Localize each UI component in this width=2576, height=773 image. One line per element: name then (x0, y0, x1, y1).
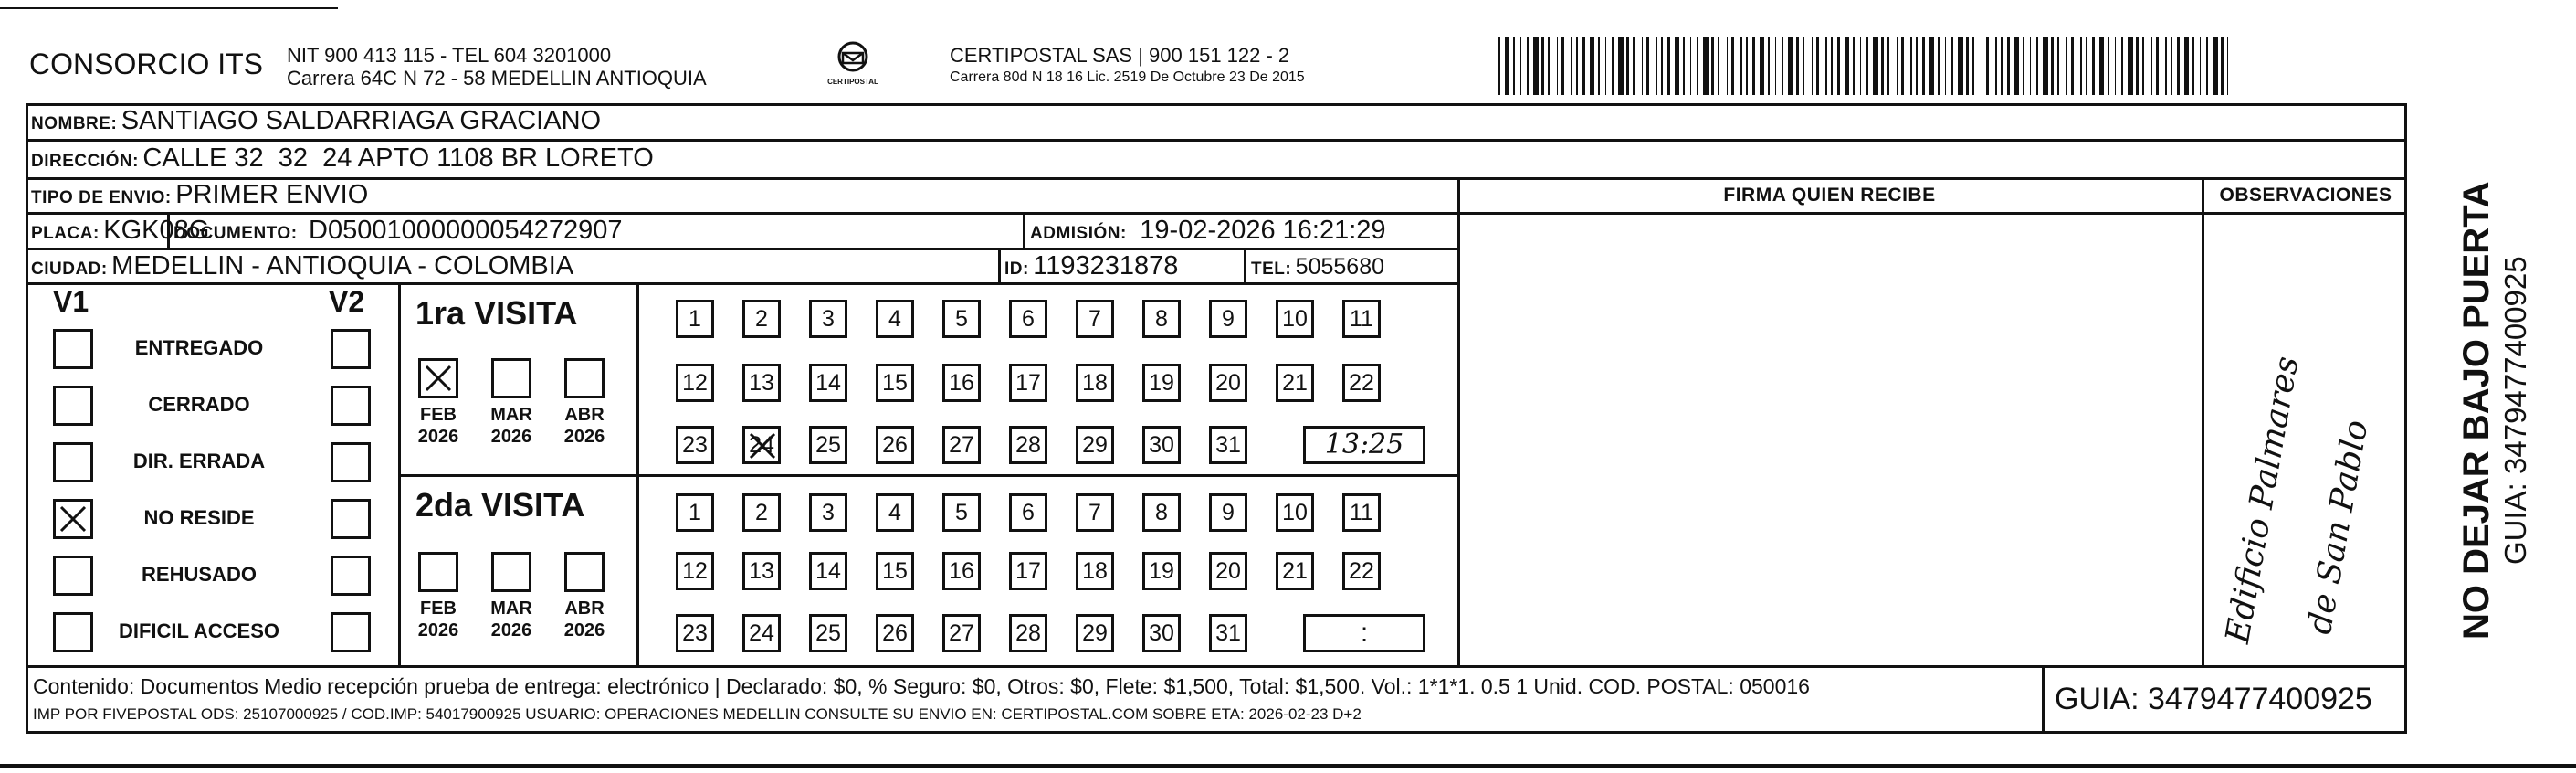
id-value: 1193231878 (1033, 251, 1179, 281)
col-divider (2042, 665, 2045, 734)
day-box[interactable]: 23 (676, 426, 714, 464)
month-name: ABR (564, 405, 605, 425)
status-option-label: NO RESIDE (143, 506, 255, 529)
month-checkbox[interactable] (491, 552, 531, 592)
month-label (411, 404, 466, 448)
firma-header-line (1457, 212, 2407, 215)
tipo-row (31, 180, 368, 210)
row-divider (26, 212, 1457, 215)
second-visit-title: 2da VISITA (415, 486, 585, 524)
day-box[interactable]: 18 (1076, 552, 1114, 590)
tel-label: TEL: (1251, 259, 1292, 279)
admision-value: 19-02-2026 16:21:29 (1140, 216, 1386, 245)
col-divider (636, 282, 639, 665)
day-box[interactable]: 28 (1009, 426, 1047, 464)
x-mark-icon (421, 361, 456, 396)
nit-line: NIT 900 413 115 - TEL 604 3201000 (287, 44, 612, 67)
observaciones-label: OBSERVACIONES (2219, 185, 2392, 206)
month-year: 2026 (417, 620, 459, 641)
day-box[interactable]: 31 (1209, 614, 1247, 652)
day-box[interactable]: 15 (876, 364, 914, 402)
barcode (1498, 37, 2228, 95)
observaciones-handwriting (2192, 265, 2411, 649)
top-rule (0, 7, 338, 9)
status-checkbox-v2[interactable] (331, 612, 371, 652)
company-name: CONSORCIO ITS (29, 48, 264, 80)
status-option-label: CERRADO (148, 393, 250, 416)
day-box[interactable]: 27 (942, 426, 981, 464)
day-box[interactable]: 25 (809, 426, 847, 464)
day-box[interactable] (742, 426, 781, 464)
row-divider (26, 282, 1457, 285)
x-mark-icon (745, 429, 780, 463)
day-box[interactable]: 19 (1142, 552, 1181, 590)
day-box[interactable]: 27 (942, 614, 981, 652)
day-box[interactable]: 30 (1142, 426, 1181, 464)
nombre-value: SANTIAGO SALDARRIAGA GRACIANO (121, 106, 602, 135)
day-box[interactable]: 7 (1076, 493, 1114, 532)
row-divider (26, 177, 2407, 180)
month-name: ABR (564, 598, 605, 619)
month-checkbox[interactable] (564, 552, 605, 592)
id-label: ID: (1004, 259, 1029, 279)
row-divider (26, 665, 2407, 668)
bottom-rule (0, 764, 2576, 768)
certipostal-line: CERTIPOSTAL SAS | 900 151 122 - 2 (950, 44, 1290, 67)
status-checkbox-v2[interactable] (331, 442, 371, 482)
footer-line-2: IMP POR FIVEPOSTAL ODS: 25107000925 / COD.IMP: 54017900925 USUARIO: OPERACIONES MEDELLIN CONSULTE SU ENVIO EN: CERTIPOSTAL.COM SOBRE ETA: 2026-02-23 D+2 (33, 705, 1362, 723)
tipo-label: TIPO DE ENVIO: (31, 188, 172, 207)
visit-divider (398, 474, 1457, 477)
day-box[interactable]: 16 (942, 364, 981, 402)
col-divider (1023, 212, 1025, 248)
day-box[interactable]: 23 (676, 614, 714, 652)
side-warning: NO DEJAR BAJO PUERTA (2456, 181, 2497, 640)
tipo-value: PRIMER ENVIO (175, 180, 369, 209)
day-box[interactable]: 1 (676, 300, 714, 338)
row-divider (26, 139, 2407, 142)
day-box[interactable]: 4 (876, 300, 914, 338)
month-label (484, 404, 539, 448)
day-box[interactable]: 12 (676, 364, 714, 402)
day-box[interactable]: 15 (876, 552, 914, 590)
direccion-row (31, 143, 654, 174)
status-checkbox-v2[interactable] (331, 499, 371, 539)
admision-row (1030, 216, 1386, 246)
day-box[interactable]: 13 (742, 364, 781, 402)
status-option-label: DIFICIL ACCESO (118, 619, 279, 642)
month-checkbox[interactable] (564, 358, 605, 398)
day-box[interactable]: 16 (942, 552, 981, 590)
day-box[interactable]: 2 (742, 300, 781, 338)
day-box[interactable]: 13 (742, 552, 781, 590)
month-year: 2026 (563, 427, 605, 447)
day-box[interactable]: 6 (1009, 493, 1047, 532)
certipostal-logo (826, 40, 879, 102)
first-visit-title: 1ra VISITA (415, 294, 578, 332)
day-box[interactable]: 29 (1076, 614, 1114, 652)
day-box[interactable]: 19 (1142, 364, 1181, 402)
day-box[interactable]: 28 (1009, 614, 1047, 652)
month-checkbox[interactable] (491, 358, 531, 398)
address-line: Carrera 64C N 72 - 58 MEDELLIN ANTIOQUIA (287, 67, 707, 90)
day-box[interactable]: 14 (809, 552, 847, 590)
day-box[interactable]: 30 (1142, 614, 1181, 652)
v1-label: V1 (53, 285, 89, 318)
id-row (1004, 251, 1178, 281)
day-box[interactable]: 20 (1209, 364, 1247, 402)
x-mark-icon (745, 429, 780, 472)
placa-value: KGK08G (103, 216, 210, 245)
month-name: MAR (490, 598, 532, 619)
certipostal-address: Carrera 80d N 18 16 Lic. 2519 De Octubre 23 De 2015 (950, 69, 1305, 85)
day-box[interactable]: 17 (1009, 364, 1047, 402)
envelope-globe-icon (835, 40, 871, 73)
day-box[interactable]: 12 (676, 552, 714, 590)
day-box[interactable]: 11 (1342, 300, 1381, 338)
day-box[interactable]: 17 (1009, 552, 1047, 590)
status-option-label: ENTREGADO (134, 336, 264, 359)
day-box[interactable]: 2 (742, 493, 781, 532)
day-box[interactable]: 3 (809, 493, 847, 532)
tel-row (1251, 254, 1384, 281)
day-box[interactable]: 5 (942, 300, 981, 338)
documento-label: DOCUMENTO: (173, 224, 298, 243)
col-divider (1244, 248, 1246, 282)
col-divider (398, 282, 401, 665)
month-year: 2026 (490, 620, 532, 641)
day-box[interactable]: 21 (1276, 552, 1314, 590)
v2-label: V2 (329, 285, 365, 318)
month-name: FEB (420, 598, 457, 619)
day-box[interactable]: 10 (1276, 493, 1314, 532)
admision-label: ADMISIÓN: (1030, 224, 1127, 243)
side-guia: GUIA: 3479477400925 (2498, 256, 2532, 565)
ciudad-label: CIUDAD: (31, 259, 108, 279)
row-divider (26, 248, 1457, 250)
logo-text: CERTIPOSTAL (827, 78, 878, 86)
day-box[interactable]: 8 (1142, 300, 1181, 338)
month-year: 2026 (490, 427, 532, 447)
day-box[interactable]: 31 (1209, 426, 1247, 464)
status-checkbox-v2[interactable] (331, 329, 371, 369)
day-box[interactable]: 20 (1209, 552, 1247, 590)
month-label (557, 404, 612, 448)
day-box[interactable]: 14 (809, 364, 847, 402)
time-box[interactable]: : (1303, 614, 1425, 652)
day-number: 24 (749, 432, 774, 458)
month-checkbox[interactable] (418, 552, 458, 592)
nombre-row (31, 106, 601, 136)
month-checkbox[interactable] (418, 358, 458, 398)
time-box[interactable]: 13:25 (1303, 426, 1425, 464)
day-box[interactable]: 7 (1076, 300, 1114, 338)
day-box[interactable]: 25 (809, 614, 847, 652)
observaciones-line-2: de San Pablo (2301, 417, 2376, 638)
day-box[interactable]: 21 (1276, 364, 1314, 402)
ciudad-value: MEDELLIN - ANTIOQUIA - COLOMBIA (111, 251, 574, 281)
month-year: 2026 (417, 427, 459, 447)
day-box[interactable]: 3 (809, 300, 847, 338)
month-name: MAR (490, 405, 532, 425)
footer-guia: GUIA: 3479477400925 (2055, 682, 2372, 716)
direccion-value: CALLE 32 32 24 APTO 1108 BR LORETO (142, 143, 654, 173)
month-name: FEB (420, 405, 457, 425)
day-box[interactable]: 22 (1342, 364, 1381, 402)
day-box[interactable]: 24 (742, 614, 781, 652)
month-label (411, 598, 466, 641)
placa-label: PLACA: (31, 224, 100, 243)
day-box[interactable]: 22 (1342, 552, 1381, 590)
firma-label: FIRMA QUIEN RECIBE (1723, 185, 1936, 206)
day-box[interactable]: 9 (1209, 300, 1247, 338)
footer-line-1: Contenido: Documentos Medio recepción prueba de entrega: electrónico | Declarado: $0, % Seguro: $0, Otros: $0, Flete: $1,500, Total: $1,500. Vol.: 1*1*1. 0.5 1 Unid. COD. POSTAL: 050016 (33, 674, 1810, 698)
documento-value: D05001000000054272907 (309, 216, 623, 245)
col-divider (998, 248, 1001, 282)
col-divider (1457, 177, 1460, 665)
day-box[interactable]: 1 (676, 493, 714, 532)
day-box[interactable]: 29 (1076, 426, 1114, 464)
day-box[interactable]: 26 (876, 614, 914, 652)
tel-value: 5055680 (1295, 254, 1384, 280)
day-box[interactable]: 5 (942, 493, 981, 532)
status-option-label: REHUSADO (142, 563, 257, 586)
documento-row (173, 216, 623, 246)
status-checkbox-v2[interactable] (331, 386, 371, 426)
status-option-label: DIR. ERRADA (132, 450, 266, 472)
nombre-label: NOMBRE: (31, 114, 118, 133)
status-checkbox-v2[interactable] (331, 556, 371, 596)
day-box[interactable]: 18 (1076, 364, 1114, 402)
month-label (557, 598, 612, 641)
day-box[interactable]: 8 (1142, 493, 1181, 532)
ciudad-row (31, 251, 573, 281)
day-box[interactable]: 4 (876, 493, 914, 532)
day-box[interactable]: 26 (876, 426, 914, 464)
day-box[interactable]: 9 (1209, 493, 1247, 532)
direccion-label: DIRECCIÓN: (31, 152, 139, 171)
month-label (484, 598, 539, 641)
day-box[interactable]: 11 (1342, 493, 1381, 532)
month-year: 2026 (563, 620, 605, 641)
observaciones-line-1: Edificio Palmares (2219, 354, 2307, 647)
day-box[interactable]: 6 (1009, 300, 1047, 338)
day-box[interactable]: 10 (1276, 300, 1314, 338)
